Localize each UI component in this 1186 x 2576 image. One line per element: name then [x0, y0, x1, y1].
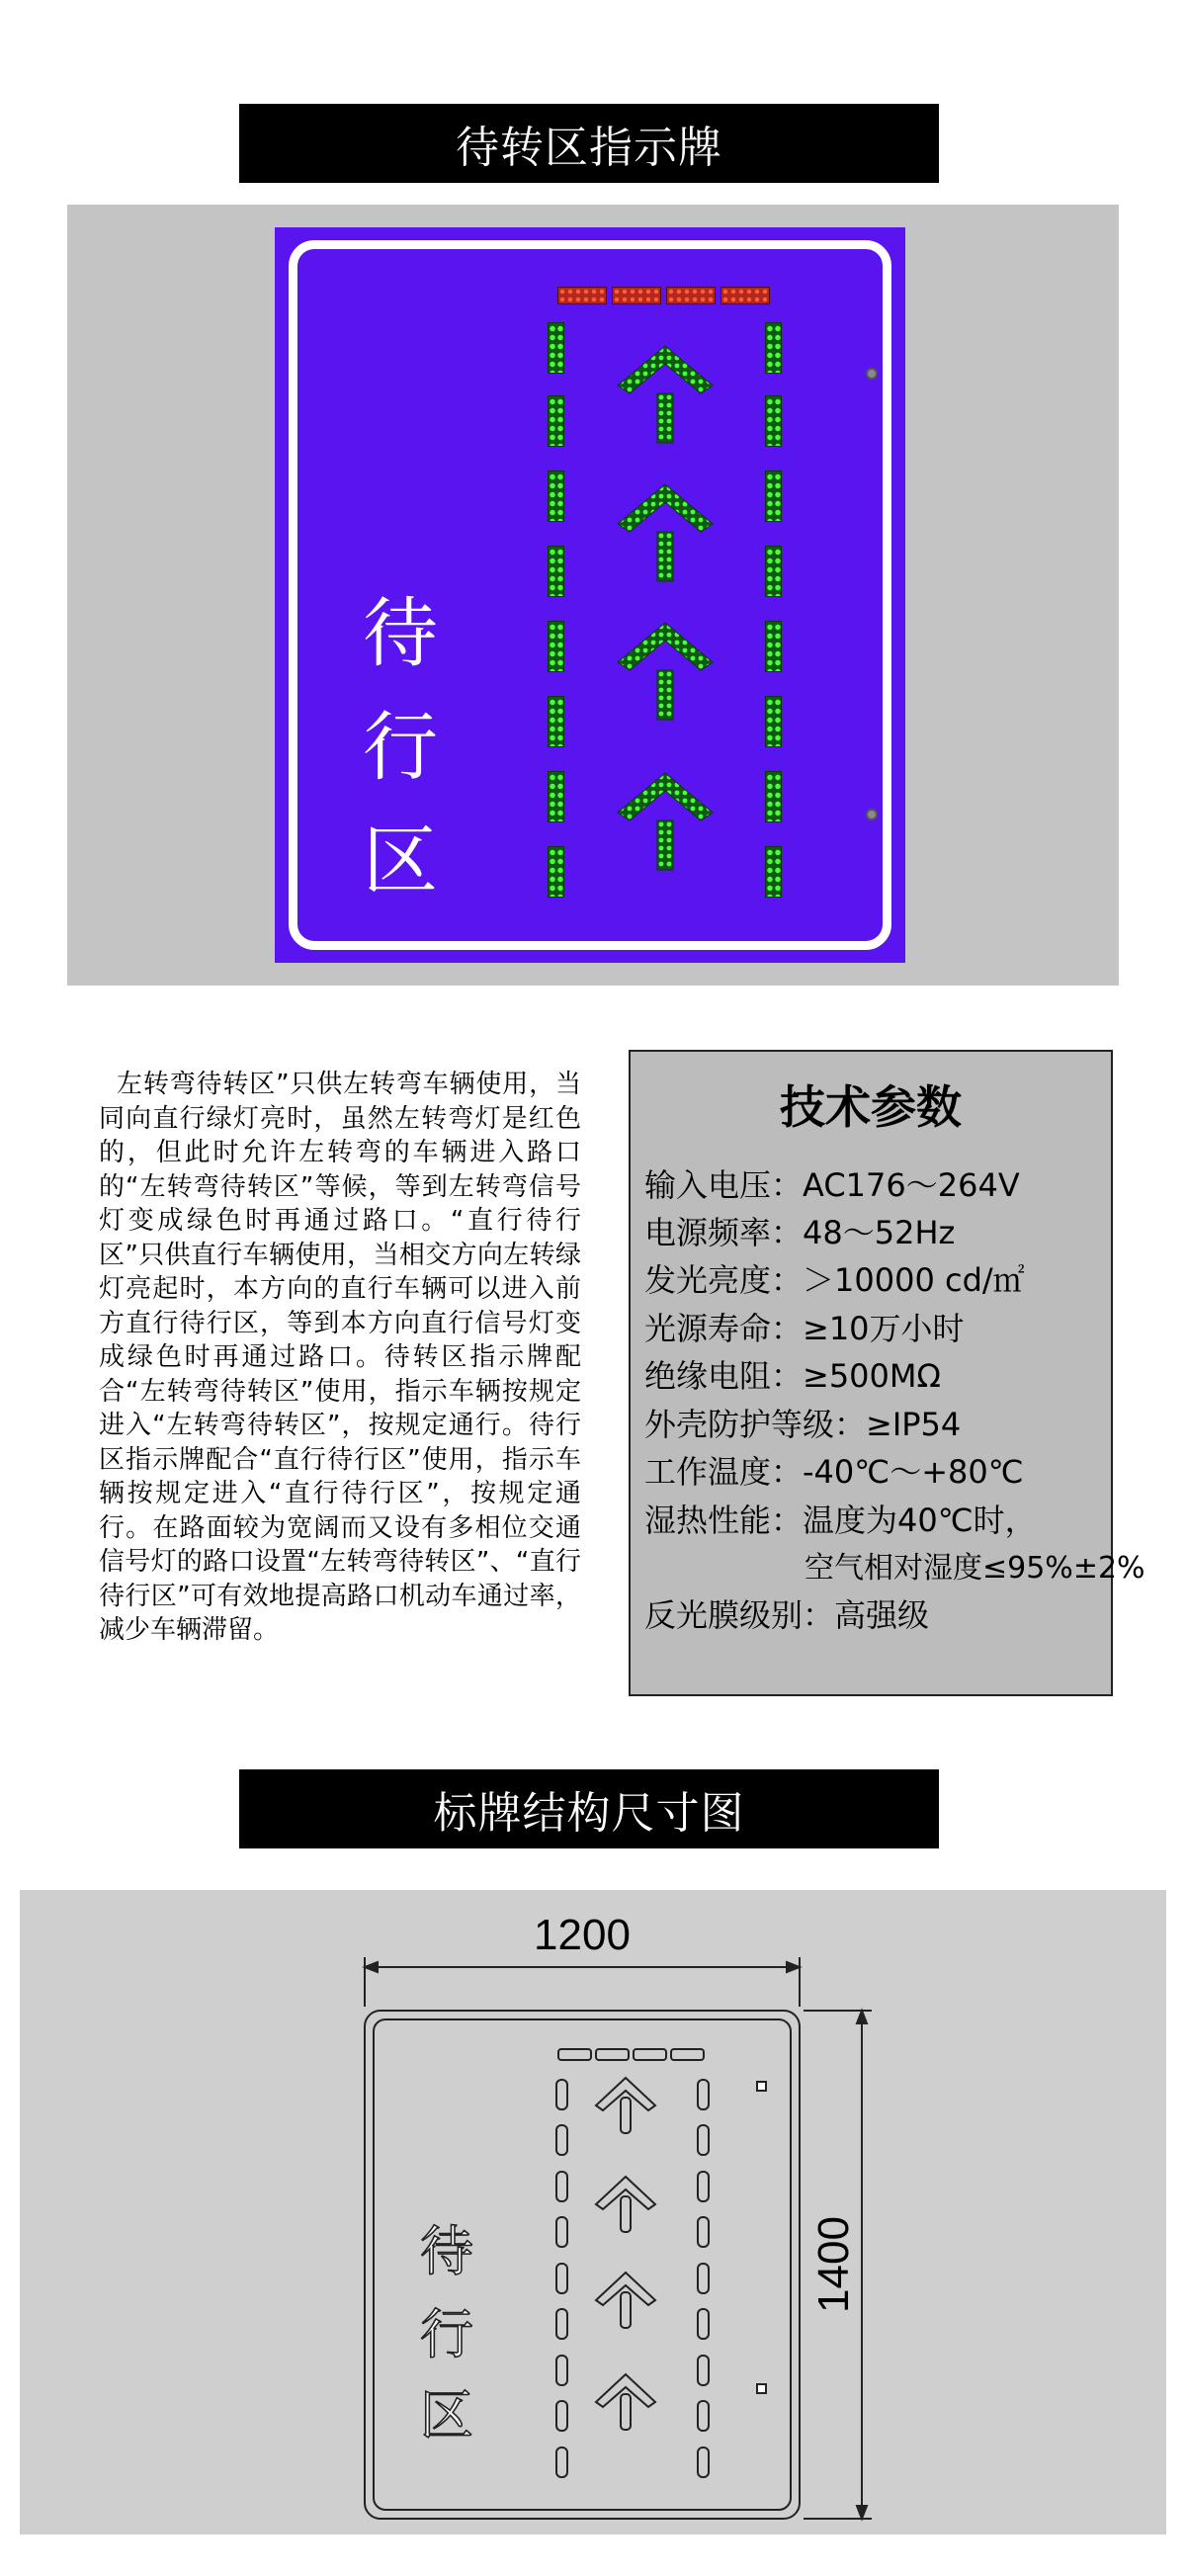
- rivet-icon: [757, 2384, 766, 2393]
- led-column-outline: [556, 2217, 567, 2247]
- arrow-outline: [596, 2177, 655, 2232]
- drawing-char-1: 待: [420, 2220, 473, 2282]
- led-column-outline: [556, 2356, 567, 2385]
- led-column-outline: [698, 2309, 709, 2339]
- param-row: 发光亮度：＞10000 cd/㎡: [644, 1261, 1025, 1299]
- rivet-icon: [866, 368, 878, 380]
- param-row: 反光膜级别：高强级: [644, 1596, 930, 1634]
- sign-char-2: 行: [363, 703, 438, 791]
- led-column-outline: [556, 2080, 567, 2109]
- led-column-outline: [556, 2309, 567, 2339]
- dimension-drawing: [20, 1890, 1166, 2534]
- param-row: 外壳防护等级：≥IP54: [644, 1406, 962, 1443]
- led-column-outline: [556, 2264, 567, 2293]
- height-label: 1400: [809, 2216, 858, 2313]
- param-row: 工作温度：-40℃～+80℃: [644, 1453, 1024, 1491]
- param-row: 绝缘电阻：≥500MΩ: [644, 1357, 941, 1395]
- arrow-outline: [596, 2078, 655, 2133]
- section-title-sign: 待转区指示牌: [239, 104, 939, 183]
- led-column-outline: [698, 2447, 709, 2477]
- param-row: 电源频率：48～52Hz: [644, 1214, 956, 1251]
- led-arrow-4: [618, 773, 713, 870]
- led-arrow-2: [618, 484, 713, 581]
- param-row: 湿热性能：温度为40℃时，: [644, 1502, 1037, 1539]
- param-row: 输入电压：AC176～264V: [644, 1166, 1020, 1204]
- led-arrows: [0, 0, 1186, 988]
- rivet-icon: [866, 809, 878, 820]
- led-column-outline: [556, 2447, 567, 2477]
- drawing-char-2: 行: [420, 2303, 473, 2365]
- led-arrow-3: [618, 623, 713, 720]
- tech-params-title: 技术参数: [780, 1080, 962, 1134]
- led-column-outline: [698, 2401, 709, 2431]
- led-column-outline: [698, 2356, 709, 2385]
- section-title-structure: 标牌结构尺寸图: [239, 1769, 939, 1848]
- drawing-char-3: 区: [420, 2384, 473, 2447]
- tech-params-box: [629, 1050, 1145, 1696]
- led-column-outline: [698, 2125, 709, 2155]
- led-column-outline: [698, 2264, 709, 2293]
- rivet-icon: [757, 2082, 766, 2091]
- sign-char-3: 区: [363, 816, 438, 904]
- width-label: 1200: [534, 1911, 631, 1959]
- led-column-outline: [556, 2172, 567, 2201]
- led-column-outline: [698, 2217, 709, 2247]
- led-column-outline: [698, 2172, 709, 2201]
- led-column-outline: [556, 2125, 567, 2155]
- param-row: 光源寿命：≥10万小时: [644, 1310, 965, 1347]
- sign-char-1: 待: [363, 589, 438, 677]
- description-text: 左转弯待转区”只供左转弯车辆使用，当同向直行绿灯亮时，虽然左转弯灯是红色的，但此时允许左转弯的车辆进入路口的“左转弯待转区”等候，等到左转弯信号灯变成绿色时再通过路口。“直行待行区”只供直行车辆使用，当相交方向左转绿灯亮起时，本方向的直行车辆可以进入前方直行待行区，等到本方向直行信号灯变成绿色时再通过路口。待转区指示牌配合“左转弯待转区”使用，指示车辆按规定进入“左转弯待转区”，按规定通行。待行区指示牌配合“直行待行区”使用，指示车辆按规定进入“直行待行区”，按规定通行。在路面较为宽阔而又设有多相位交通信号灯的路口设置“左转弯待转区”、“直行待行区”可有效地提高路口机动车通过率，减少车辆滞留。: [99, 1070, 581, 1645]
- arrow-outline: [596, 2374, 655, 2430]
- param-row-continuation: 空气相对湿度≤95%±2%: [805, 1551, 1145, 1586]
- led-column-outline: [556, 2401, 567, 2431]
- led-column-outline: [698, 2080, 709, 2109]
- arrow-outline: [596, 2273, 655, 2328]
- led-arrow-1: [618, 346, 713, 443]
